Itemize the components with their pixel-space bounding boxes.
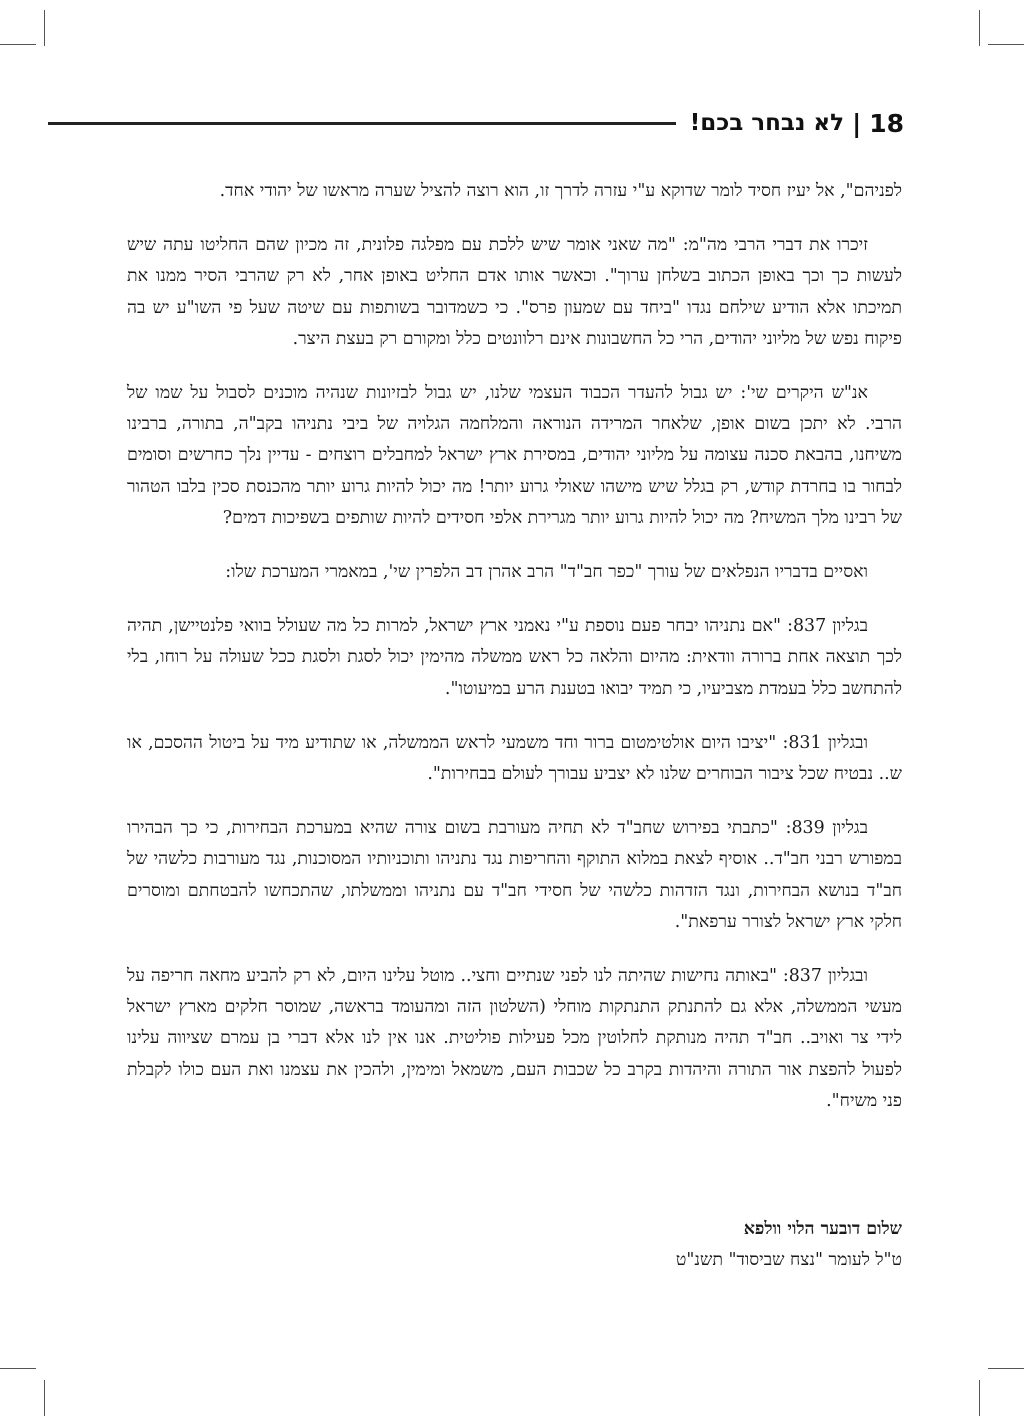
crop-mark <box>988 44 1024 45</box>
header-separator: | <box>852 108 862 138</box>
running-header <box>48 106 904 140</box>
crop-mark <box>979 1380 980 1416</box>
page-number: 18 <box>869 108 904 138</box>
paragraph: ואסיים בדבריו הנפלאים של עורך "כפר חב"ד" הרב אהרן דב הלפרין שי', במאמרי המערכת שלו: <box>225 562 868 583</box>
paragraph: בגליון 837: "אם נתניהו יבחר פעם נוספת ע"י נאמני ארץ ישראל, למרות כל מה שעולל בוואי פלנטיישן, תהיה לכך תוצאה אחת ברורה וודאית: מהיום והלאה כל ראש ממשלה מהימין יכול לסגת ולסגת ככל שעולה על רוחו, בלי להתחשב כלל בעמדת מצביעיו, כי תמיד יבואו בטענת הרע במיעוטו". <box>127 616 902 699</box>
crop-mark <box>0 1368 36 1369</box>
paragraph: לפניהם", אל יעיז חסיד לומר שדוקא ע"י עזרה לדרך זו, הוא רוצה להציל שערה מראשו של יהודי אחד. <box>219 181 902 201</box>
paragraph: זיכרו את דברי הרבי מה"מ: "מה שאני אומר שיש ללכת עם מפלגה פלונית, זה מכיון שהם החליטו עתה שיש לעשות כך וכך באופן הכתוב בשלחן ערוך". וכאשר אותו אדם החליט באופן אחר, לא רק שהרבי הסיר ממנו את תמיכתו אלא הודיע שילחם נגדו "ביחד עם שמעון פרס". כי כשמדובר בשותפות עם שיטה שעל פי השו"ע יש בה פיקוח נפש של מליוני יהודים, הרי כל החשבונות אינם רלוונטים כלל ומקורם רק בעצת היצר. <box>127 235 902 349</box>
header-rule <box>48 122 676 125</box>
paragraph: ובגליון 831: "יציבו היום אולטימטום ברור וחד משמעי לראש הממשלה, או שתודיע מיד על ביטול ההסכם, או ש.. נבטיח שכל ציבור הבוחרים שלנו לא יצביע עבורך לעולם בבחירות". <box>127 732 902 785</box>
crop-mark <box>44 10 45 46</box>
crop-mark <box>988 1368 1024 1369</box>
crop-mark <box>979 10 980 46</box>
author-name: שלום דובער הלוי וולפא <box>743 1219 902 1239</box>
dedication: ט"ל לעומר "נצח שביסוד" תשנ"ט <box>675 1250 902 1270</box>
crop-mark <box>0 44 36 45</box>
paragraph: ובגליון 837: "באותה נחישות שהיתה לנו לפני שנתיים וחצי.. מוטל עלינו היום, לא רק להביע מחאה חריפה על מעשי הממשלה, אלא גם להתנתק התנתקות מוחלי (השלטון הזה ומהעומד בראשה, שמוסר חלקים מארץ ישראל לידי צר ואויב.. חב"ד תהיה מנותקת לחלוטין מכל פעילות פוליטית. אנו אין לנו אלא דברי בן עמרם שציווה עלינו לפעול להפצת אור התורה והיהדות בקרב כל שכבות העם, משמאל ומימין, ולהכין את עצמנו ואת העם כולו לקבלת פני משיח". <box>127 966 902 1111</box>
article-body <box>127 176 902 1140</box>
crop-mark <box>44 1380 45 1416</box>
paragraph: בגליון 839: "כתבתי בפירוש שחב"ד לא תחיה מעורבת בשום צורה שהיא במערכת הבחירות, כי כך הבהירו במפורש רבני חב"ד.. אוסיף לצאת במלוא התוקף והחריפות נגד נתניהו ותוכניותיו המסוכנות, נגד מעורבות כלשהי של חב"ד בנושא הבחירות, ונגד הזדהות כלשהי של חסידי חב"ד עם נתניהו וממשלתו, שהתכחשו להבטחתם ומוסרים חלקי ארץ ישראל לצורר ערפאת". <box>127 818 902 932</box>
paragraph: אנ"ש היקרים שי': יש גבול להעדר הכבוד העצמי שלנו, יש גבול לבזיונות שנהיה מוכנים לסבול על שמו של הרבי. לא יתכן בשום אופן, שלאחר המרידה הנוראה והמלחמה הגלויה של ביבי נתניהו בקב"ה, בתורה, ברבינו משיחנו, בהבאת סכנה עצומה על מליוני יהודים, במסירת ארץ ישראל למחבלים רוצחים - עדיין נלך כחרשים וסומים לבחור בו בחרדת קודש, רק בגלל שיש מישהו שאולי גרוע יותר! מה יכול להיות גרוע יותר מהכנסת סכין בלבו הטהור של רבינו מלך המשיח? מה יכול להיות גרוע יותר מגרירת אלפי חסידים להיות שותפים בשפיכות דמים? <box>127 383 902 528</box>
signature-block <box>676 1214 902 1276</box>
header-title: לא נבחר בכם! <box>689 110 845 136</box>
